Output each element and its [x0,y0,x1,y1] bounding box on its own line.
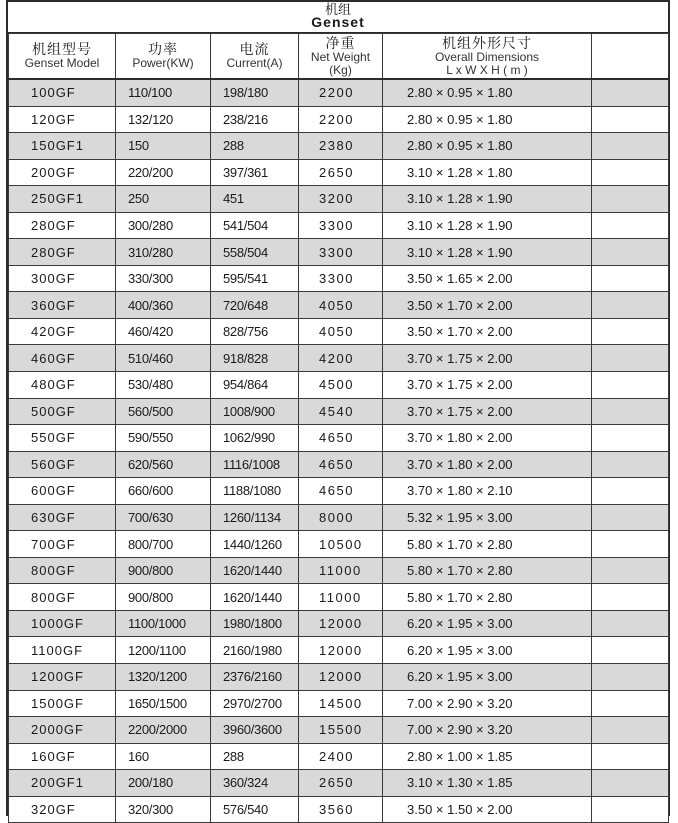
cell-model: 560GF [9,451,116,478]
cell-current: 1980/1800 [211,610,299,637]
header-power-en: Power(KW) [132,56,194,70]
cell-dims: 3.50 × 1.50 × 2.00 [383,796,592,823]
header-current-cn: 电流 [239,41,270,57]
cell-model: 500GF [9,398,116,425]
cell-dims: 5.32 × 1.95 × 3.00 [383,504,592,531]
cell-dims: 3.50 × 1.70 × 2.00 [383,318,592,345]
cell-current: 238/216 [211,106,299,133]
cell-weight: 3300 [299,265,383,292]
cell-current: 397/361 [211,159,299,186]
cell-model: 280GF [9,212,116,239]
cell-model: 300GF [9,265,116,292]
cell-model: 1200GF [9,664,116,691]
cell-power: 1650/1500 [116,690,211,717]
cell-power: 700/630 [116,504,211,531]
cell-blank [592,743,669,770]
header-power [116,34,211,80]
cell-dims: 2.80 × 0.95 × 1.80 [383,106,592,133]
cell-current: 288 [211,743,299,770]
cell-power: 1100/1000 [116,610,211,637]
cell-weight: 2200 [299,79,383,106]
cell-weight: 4650 [299,478,383,505]
cell-current: 1620/1440 [211,557,299,584]
cell-power: 200/180 [116,770,211,797]
cell-dims: 3.10 × 1.28 × 1.90 [383,186,592,213]
cell-current: 918/828 [211,345,299,372]
cell-blank [592,664,669,691]
cell-power: 560/500 [116,398,211,425]
cell-weight: 2400 [299,743,383,770]
cell-dims: 6.20 × 1.95 × 3.00 [383,664,592,691]
cell-power: 320/300 [116,796,211,823]
cell-blank [592,265,669,292]
cell-dims: 6.20 × 1.95 × 3.00 [383,610,592,637]
cell-model: 320GF [9,796,116,823]
cell-dims: 3.70 × 1.80 × 2.00 [383,451,592,478]
cell-current: 1620/1440 [211,584,299,611]
table-row [9,186,669,213]
cell-dims: 3.70 × 1.80 × 2.00 [383,425,592,452]
table-row [9,557,669,584]
title-chinese: 机组 [324,2,351,17]
cell-power: 160 [116,743,211,770]
cell-weight: 2650 [299,159,383,186]
cell-weight: 12000 [299,637,383,664]
cell-current: 360/324 [211,770,299,797]
table-row [9,584,669,611]
cell-current: 954/864 [211,372,299,399]
cell-power: 310/280 [116,239,211,266]
cell-blank [592,398,669,425]
cell-dims: 7.00 × 2.90 × 3.20 [383,690,592,717]
header-model-cn: 机组型号 [32,41,92,57]
cell-model: 160GF [9,743,116,770]
cell-weight: 2200 [299,106,383,133]
cell-current: 451 [211,186,299,213]
cell-blank [592,239,669,266]
cell-dims: 3.50 × 1.70 × 2.00 [383,292,592,319]
cell-model: 800GF [9,584,116,611]
cell-dims: 2.80 × 1.00 × 1.85 [383,743,592,770]
cell-blank [592,372,669,399]
table-title [8,2,668,34]
cell-weight: 4650 [299,451,383,478]
cell-current: 1008/900 [211,398,299,425]
cell-blank [592,186,669,213]
cell-power: 800/700 [116,531,211,558]
cell-weight: 4500 [299,372,383,399]
table-row [9,504,669,531]
cell-blank [592,159,669,186]
header-model [9,34,116,80]
header-weight [299,34,383,80]
cell-model: 550GF [9,425,116,452]
cell-current: 2970/2700 [211,690,299,717]
cell-weight: 11000 [299,584,383,611]
table-row [9,212,669,239]
cell-power: 530/480 [116,372,211,399]
cell-dims: 3.70 × 1.80 × 2.10 [383,478,592,505]
table-row [9,345,669,372]
cell-power: 590/550 [116,425,211,452]
cell-blank [592,504,669,531]
cell-weight: 3300 [299,239,383,266]
cell-current: 576/540 [211,796,299,823]
cell-model: 100GF [9,79,116,106]
cell-current: 198/180 [211,79,299,106]
cell-model: 1100GF [9,637,116,664]
cell-current: 1188/1080 [211,478,299,505]
cell-dims: 5.80 × 1.70 × 2.80 [383,584,592,611]
cell-model: 800GF [9,557,116,584]
cell-model: 420GF [9,318,116,345]
cell-weight: 3200 [299,186,383,213]
cell-blank [592,717,669,744]
cell-power: 900/800 [116,584,211,611]
cell-power: 110/100 [116,79,211,106]
table-row [9,372,669,399]
cell-weight: 12000 [299,610,383,637]
cell-weight: 11000 [299,557,383,584]
cell-blank [592,557,669,584]
cell-weight: 4650 [299,425,383,452]
header-weight-cn: 净重 [325,34,356,51]
cell-dims: 3.50 × 1.65 × 2.00 [383,265,592,292]
cell-dims: 3.70 × 1.75 × 2.00 [383,345,592,372]
cell-power: 900/800 [116,557,211,584]
cell-weight: 12000 [299,664,383,691]
cell-weight: 8000 [299,504,383,531]
cell-current: 288 [211,133,299,160]
cell-dims: 3.10 × 1.30 × 1.85 [383,770,592,797]
cell-blank [592,637,669,664]
cell-current: 2160/1980 [211,637,299,664]
table-row [9,292,669,319]
cell-current: 3960/3600 [211,717,299,744]
cell-power: 250 [116,186,211,213]
table-row [9,690,669,717]
cell-power: 1320/1200 [116,664,211,691]
table-row [9,106,669,133]
header-row [9,34,669,80]
cell-weight: 2380 [299,133,383,160]
cell-weight: 4050 [299,318,383,345]
cell-power: 620/560 [116,451,211,478]
cell-model: 120GF [9,106,116,133]
cell-model: 630GF [9,504,116,531]
table-row [9,610,669,637]
cell-current: 1116/1008 [211,451,299,478]
header-dimensions-en: Overall Dimensions [434,49,540,64]
table-row [9,239,669,266]
cell-model: 600GF [9,478,116,505]
table-row [9,398,669,425]
cell-dims: 5.80 × 1.70 × 2.80 [383,531,592,558]
cell-dims: 2.80 × 0.95 × 1.80 [383,133,592,160]
cell-weight: 10500 [299,531,383,558]
header-current-en: Current(A) [226,56,283,70]
cell-model: 1000GF [9,610,116,637]
cell-blank [592,212,669,239]
cell-model: 360GF [9,292,116,319]
table-row [9,318,669,345]
table-row [9,159,669,186]
header-weight-en: Net Weight [310,49,371,64]
table-row [9,717,669,744]
cell-weight: 14500 [299,690,383,717]
cell-weight: 3300 [299,212,383,239]
cell-power: 660/600 [116,478,211,505]
header-blank [592,34,669,80]
table-row [9,531,669,558]
cell-power: 330/300 [116,265,211,292]
cell-power: 400/360 [116,292,211,319]
cell-blank [592,770,669,797]
table-row [9,451,669,478]
cell-blank [592,531,669,558]
cell-weight: 2650 [299,770,383,797]
cell-model: 2000GF [9,717,116,744]
cell-dims: 2.80 × 0.95 × 1.80 [383,79,592,106]
cell-dims: 3.70 × 1.75 × 2.00 [383,398,592,425]
cell-power: 132/120 [116,106,211,133]
cell-model: 200GF1 [9,770,116,797]
cell-power: 460/420 [116,318,211,345]
cell-blank [592,796,669,823]
header-dimensions [383,34,592,80]
cell-blank [592,690,669,717]
cell-power: 220/200 [116,159,211,186]
cell-power: 1200/1100 [116,637,211,664]
cell-blank [592,106,669,133]
header-weight-unit: (Kg) [329,62,352,77]
cell-weight: 4200 [299,345,383,372]
cell-blank [592,425,669,452]
cell-blank [592,133,669,160]
table-row [9,133,669,160]
cell-power: 510/460 [116,345,211,372]
cell-blank [592,584,669,611]
cell-dims: 3.10 × 1.28 × 1.90 [383,212,592,239]
cell-current: 558/504 [211,239,299,266]
spec-sheet [6,0,670,816]
cell-current: 828/756 [211,318,299,345]
cell-current: 1260/1134 [211,504,299,531]
header-dimensions-unit: L x W X H ( m ) [446,62,528,77]
cell-model: 480GF [9,372,116,399]
table-row [9,478,669,505]
cell-model: 700GF [9,531,116,558]
header-power-cn: 功率 [148,41,178,57]
table-row [9,425,669,452]
cell-current: 541/504 [211,212,299,239]
table-row [9,79,669,106]
header-model-en: Genset Model [24,56,100,70]
cell-dims: 3.70 × 1.75 × 2.00 [383,372,592,399]
cell-current: 720/648 [211,292,299,319]
cell-model: 150GF1 [9,133,116,160]
cell-dims: 7.00 × 2.90 × 3.20 [383,717,592,744]
cell-model: 250GF1 [9,186,116,213]
header-current [211,34,299,80]
cell-power: 2200/2000 [116,717,211,744]
genset-spec-table [8,33,669,823]
cell-power: 300/280 [116,212,211,239]
cell-dims: 5.80 × 1.70 × 2.80 [383,557,592,584]
cell-dims: 6.20 × 1.95 × 3.00 [383,637,592,664]
cell-blank [592,318,669,345]
cell-current: 595/541 [211,265,299,292]
cell-weight: 3560 [299,796,383,823]
cell-blank [592,610,669,637]
cell-blank [592,79,669,106]
table-row [9,743,669,770]
cell-current: 1062/990 [211,425,299,452]
cell-weight: 15500 [299,717,383,744]
cell-weight: 4050 [299,292,383,319]
cell-model: 460GF [9,345,116,372]
cell-blank [592,451,669,478]
table-row [9,637,669,664]
cell-blank [592,345,669,372]
table-row [9,770,669,797]
cell-dims: 3.10 × 1.28 × 1.80 [383,159,592,186]
cell-blank [592,478,669,505]
header-dimensions-cn: 机组外形尺寸 [442,34,532,51]
cell-blank [592,292,669,319]
table-row [9,796,669,823]
cell-power: 150 [116,133,211,160]
cell-model: 200GF [9,159,116,186]
cell-model: 1500GF [9,690,116,717]
cell-dims: 3.10 × 1.28 × 1.90 [383,239,592,266]
cell-current: 1440/1260 [211,531,299,558]
cell-model: 280GF [9,239,116,266]
title-english: Genset [311,14,365,30]
cell-weight: 4540 [299,398,383,425]
table-row [9,265,669,292]
table-row [9,664,669,691]
cell-current: 2376/2160 [211,664,299,691]
